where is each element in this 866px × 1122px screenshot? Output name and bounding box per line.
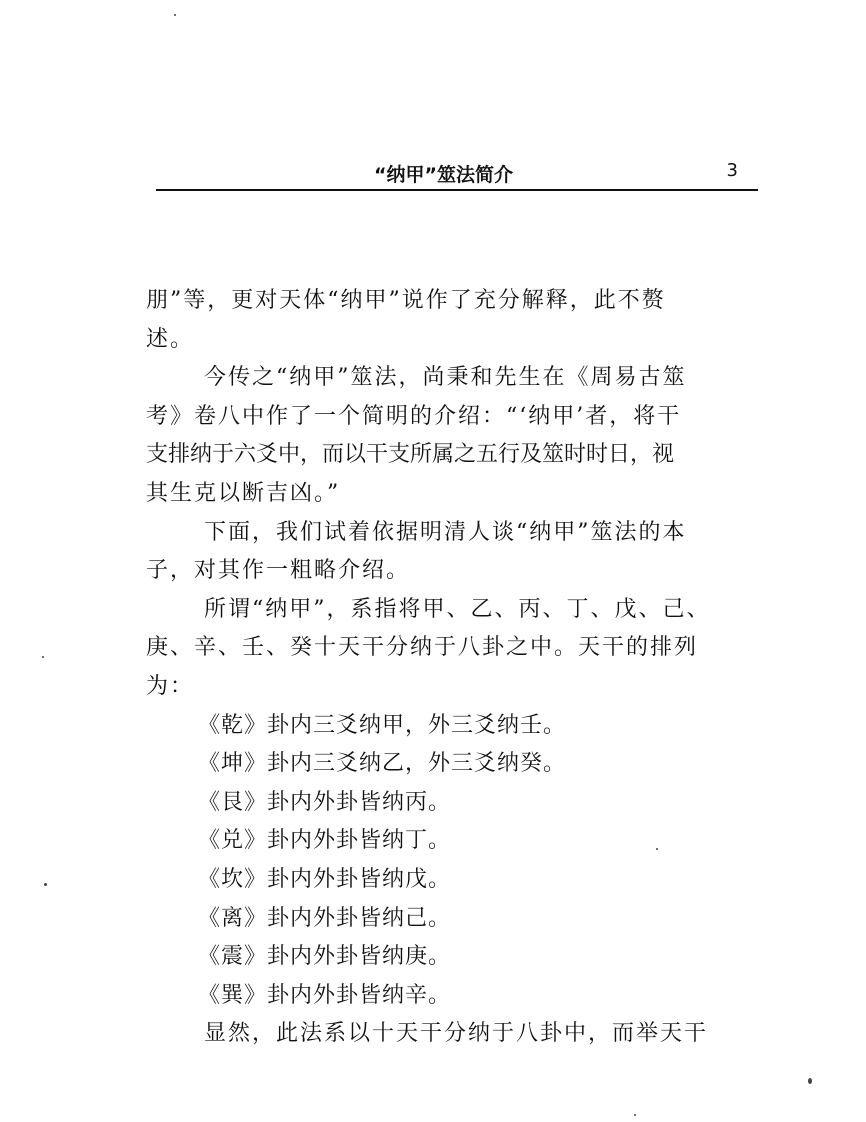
scan-speck: [634, 1114, 636, 1116]
text-line-3: 今传之“纳甲”筮法，尚秉和先生在《周易古筮: [204, 365, 687, 391]
list-item-zhen: 《震》卦内外卦皆纳庚。: [198, 944, 452, 970]
list-item-gen: 《艮》卦内外卦皆纳丙。: [198, 789, 452, 815]
text-line-5: 支排纳于六爻中，而以干支所属之五行及筮时时日，视: [146, 442, 675, 468]
scan-speck: [42, 656, 44, 658]
body-text: [146, 282, 766, 1054]
list-item-qian: 《乾》卦内三爻纳甲，外三爻纳壬。: [198, 712, 567, 738]
text-line-11: 为：: [146, 673, 195, 699]
list-item-xun: 《巽》卦内外卦皆纳辛。: [198, 982, 452, 1008]
page-number: 3: [726, 160, 738, 181]
running-head: [156, 160, 756, 190]
text-line-8: 子，对其作一粗略介绍。: [146, 558, 411, 584]
text-line-9: 所谓“纳甲”，系指将甲、乙、丙、丁、戊、己、: [204, 596, 711, 622]
scan-speck: [174, 14, 176, 16]
scan-speck: [656, 848, 658, 850]
text-line-4: 考》卷八中作了一个简明的介绍：“‘纳甲’者，将干: [146, 403, 682, 429]
scan-speck: [808, 1078, 812, 1084]
list-item-kan: 《坎》卦内外卦皆纳戊。: [198, 866, 452, 892]
header-rule: [156, 189, 758, 191]
text-line-7: 下面，我们试着依据明清人谈“纳甲”筮法的本: [204, 519, 687, 545]
text-line-1: 朋”等，更对天体“纳甲”说作了充分解释，此不赘: [146, 288, 666, 313]
text-line-2: 述。: [146, 326, 195, 352]
list-item-li: 《离》卦内外卦皆纳己。: [198, 905, 452, 931]
text-line-20: 显然，此法系以十天干分纳于八卦中，而举天干: [204, 1021, 709, 1047]
running-title: “纳甲”筮法简介: [374, 164, 513, 186]
list-item-kun: 《坤》卦内三爻纳乙，外三爻纳癸。: [198, 751, 567, 777]
text-line-6: 其生克以断吉凶。”: [146, 480, 341, 506]
scan-speck: [44, 883, 47, 886]
text-line-10: 庚、辛、壬、癸十天干分纳于八卦之中。天干的排列: [146, 635, 699, 661]
list-item-dui: 《兑》卦内外卦皆纳丁。: [198, 828, 452, 854]
